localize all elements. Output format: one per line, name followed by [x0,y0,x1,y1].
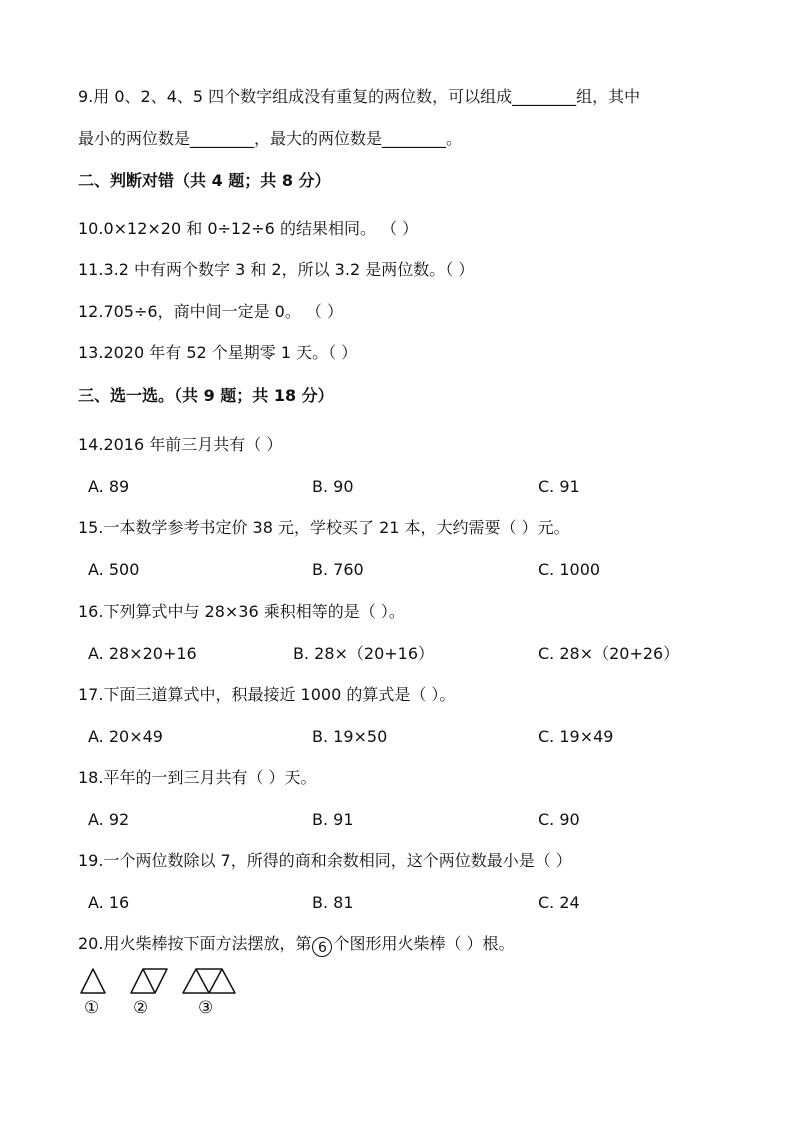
figure-3-stick-a [196,969,209,993]
figure-label-1: ① [84,998,100,1018]
question-16-option-a: A. 28×20+16 [88,644,197,663]
question-18: 18.平年的一到三月共有（ ）天。 [78,768,317,787]
question-19-option-c: C. 24 [538,893,580,912]
question-15: 15.一本数学参考书定价 38 元，学校买了 21 本，大约需要（ ）元。 [78,518,570,537]
question-20-stem-after: 个图形用火柴棒（ ）根。 [333,934,515,953]
figure-3-shape [183,969,235,993]
question-15-option-a: A. 500 [88,560,140,579]
figure-label-2: ② [133,998,149,1018]
question-16: 16.下列算式中与 28×36 乘积相等的是（ ）。 [78,602,405,621]
question-9-line-2: 最小的两位数是________，最大的两位数是________。 [78,129,463,148]
question-19-option-a: A. 16 [88,893,130,912]
question-14: 14.2016 年前三月共有（ ） [78,435,283,454]
question-12: 12.705÷6，商中间一定是 0。 （ ） [78,302,344,321]
figure-2-middle-stick [143,969,155,993]
question-20 [78,934,515,957]
question-10: 10.0×12×20 和 0÷12÷6 的结果相同。 （ ） [78,219,419,238]
question-17-option-a: A. 20×49 [88,727,163,746]
question-11: 11.3.2 中有两个数字 3 和 2，所以 3.2 是两位数。（ ） [78,260,475,279]
matchstick-triangles-figure [78,966,248,996]
question-15-option-b: B. 760 [312,560,364,579]
question-14-option-a: A. 89 [88,477,130,496]
question-13: 13.2020 年有 52 个星期零 1 天。（ ） [78,343,358,362]
figure-1-triangle [81,969,105,993]
question-18-option-a: A. 92 [88,810,130,829]
question-15-option-c: C. 1000 [538,560,601,579]
question-19: 19.一个两位数除以 7，所得的商和余数相同，这个两位数最小是（ ） [78,851,572,870]
question-14-option-b: B. 90 [312,477,354,496]
question-18-option-c: C. 90 [538,810,580,829]
figure-label-3: ③ [198,998,214,1018]
figure-3-stick-b [209,969,222,993]
section-2-heading: 二、判断对错（共 4 题；共 8 分） [78,171,331,190]
question-17: 17.下面三道算式中，积最接近 1000 的算式是（ ）。 [78,685,456,704]
question-9-line-1: 9.用 0、2、4、5 四个数字组成没有重复的两位数，可以组成________组，其中 [78,87,641,106]
question-16-option-c: C. 28×（20+26） [538,644,680,663]
question-18-option-b: B. 91 [312,810,354,829]
question-19-option-b: B. 81 [312,893,354,912]
circled-number-6: 6 [312,937,332,957]
question-14-option-c: C. 91 [538,477,580,496]
question-17-option-c: C. 19×49 [538,727,614,746]
question-20-stem-before: 20.用火柴棒按下面方法摆放，第 [78,934,312,953]
question-16-option-b: B. 28×（20+16） [293,644,435,663]
section-3-heading: 三、选一选。（共 9 题；共 18 分） [78,386,334,405]
question-17-option-b: B. 19×50 [312,727,388,746]
